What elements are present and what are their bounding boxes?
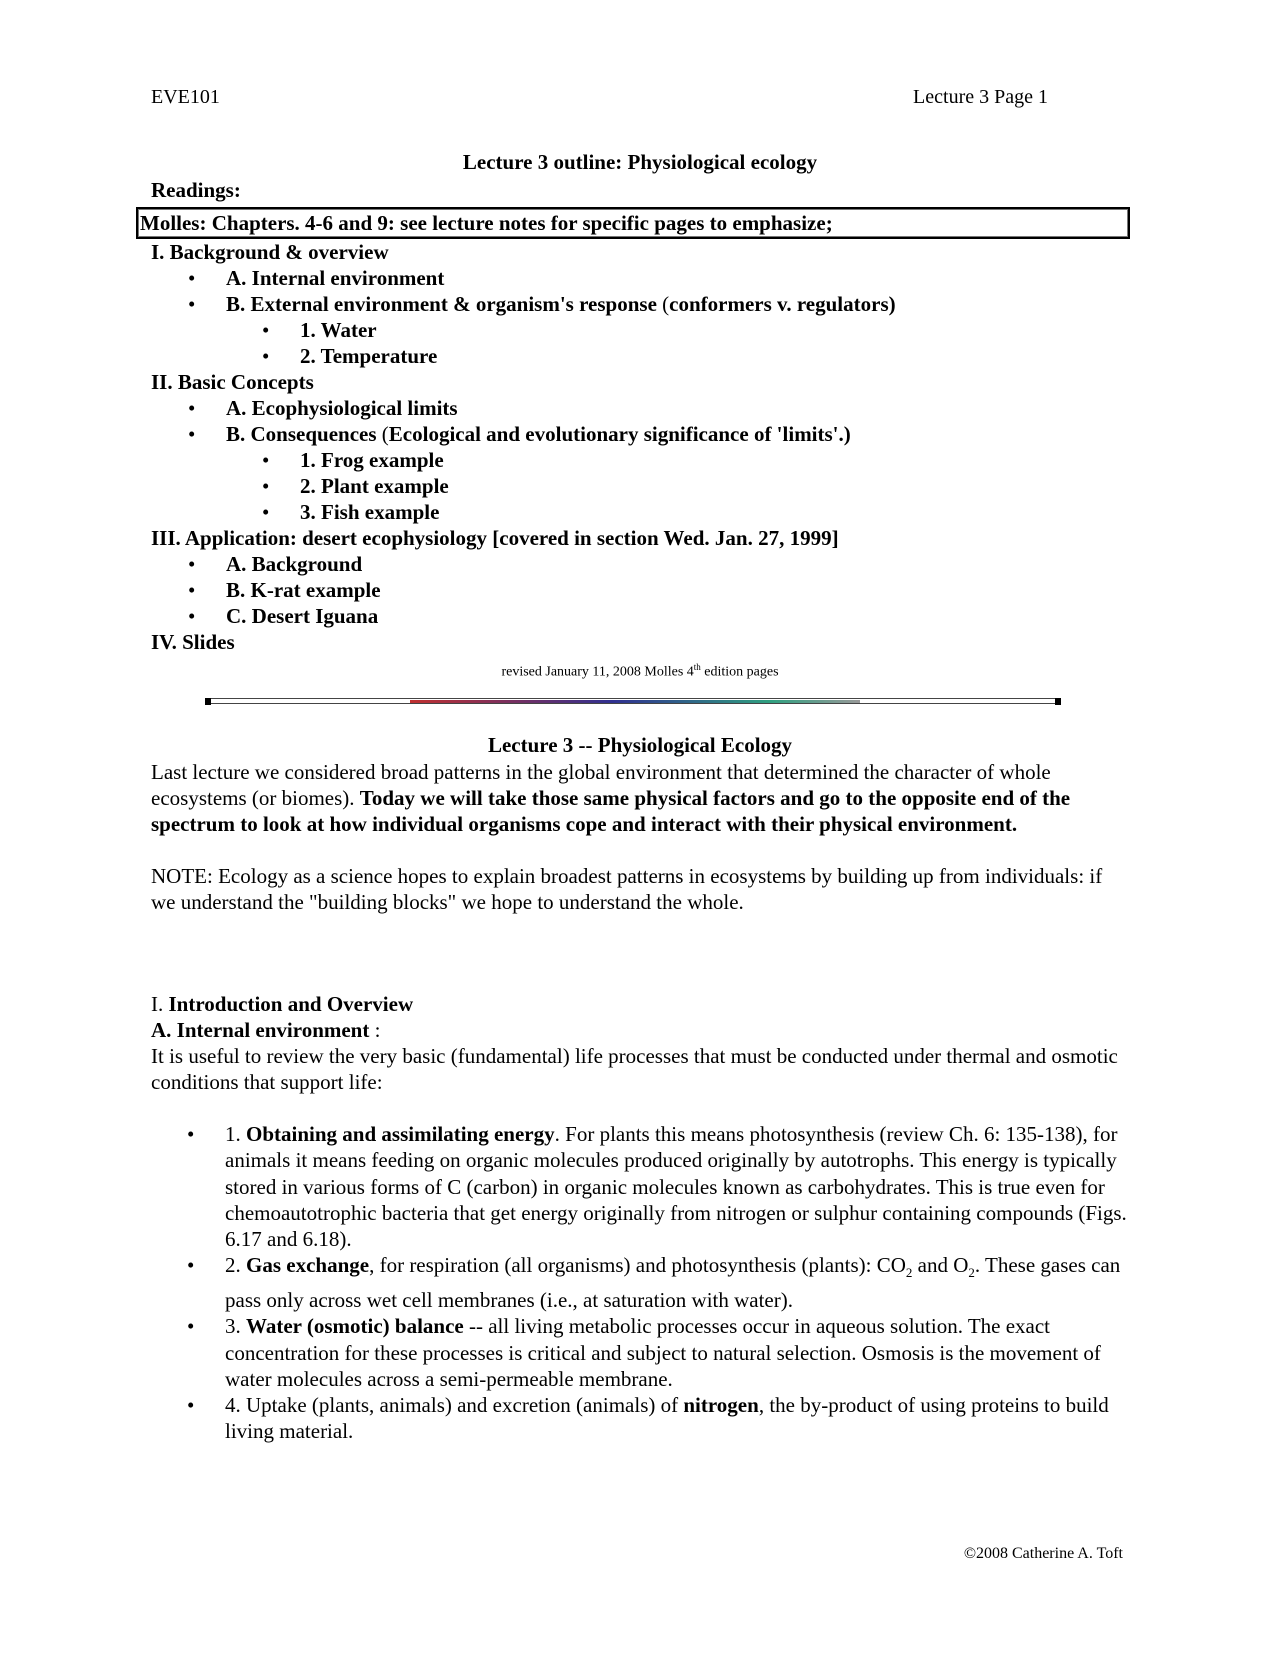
lecture-title: Lecture 3 -- Physiological Ecology	[487, 733, 793, 757]
outline-title: Lecture 3 outline: Physiological ecology	[462, 150, 818, 174]
outline-item: • B. K-rat example	[188, 578, 381, 602]
outline-item: IV. Slides	[151, 630, 235, 654]
list-item: • 1. Obtaining and assimilating energy. For plants this means photosynthesis (review Ch. 6: 135-138), for animals it means feeding on organic molecules produced originally by autotrophs. This energy is typically stored in various forms of C (carbon) in organic molecules known as carbohydrates. This is true even for chemoautotrophic bacteria that get energy originally from nitrogen or sulphur containing compounds (Figs. 6.17 and 6.18).	[187, 1122, 1127, 1252]
readings-box: Molles: Chapters. 4-6 and 9: see lecture notes for specific pages to emphasize;	[136, 207, 1130, 239]
section-heading: I. Introduction and Overview	[151, 992, 414, 1016]
list-item: • 4. Uptake (plants, animals) and excretion (animals) of nitrogen, the by-product of using proteins to build living material.	[187, 1393, 1109, 1444]
copyright: ©2008 Catherine A. Toft	[963, 1545, 1123, 1562]
section-divider	[205, 698, 1061, 704]
outline-item: • A. Ecophysiological limits	[188, 396, 458, 420]
outline-item: • B. External environment & organism's response (conformers v. regulators)	[188, 292, 896, 316]
list-item: • 3. Water (osmotic) balance -- all living metabolic processes occur in aqueous solution. The exact concentration for these processes is critical and subject to natural selection. Osmosis is the movement of water molecules across a semi-permeable membrane.	[187, 1314, 1101, 1391]
course-code: EVE101	[151, 86, 220, 108]
revised-note: revised January 11, 2008 Molles 4th edition pages	[501, 662, 779, 680]
outline-item: • C. Desert Iguana	[188, 604, 379, 628]
outline-item: I. Background & overview	[151, 240, 389, 264]
outline-item: • B. Consequences (Ecological and evolutionary significance of 'limits'.)	[188, 422, 851, 446]
page-label: Lecture 3 Page 1	[913, 86, 1048, 108]
outline-item: • A. Background	[188, 552, 363, 576]
outline-item: • 2. Temperature	[262, 344, 438, 368]
life-processes-list	[187, 1121, 1127, 1445]
note-paragraph: NOTE: Ecology as a science hopes to explain broadest patterns in ecosystems by building up from individuals: if we understand the "building blocks" we hope to understand the whole.	[151, 864, 1103, 914]
section-intro: It is useful to review the very basic (fundamental) life processes that must be conducted under thermal and osmotic conditions that support life:	[151, 1044, 1118, 1094]
list-item: • 2. Gas exchange, for respiration (all organisms) and photosynthesis (plants): $CO_2$ and $O_2$. These gases can pass only across wet cell membranes (i.e., at saturation with water).	[187, 1253, 1121, 1312]
outline-item: • A. Internal environment	[188, 266, 445, 290]
intro-paragraph: Last lecture we considered broad patterns in the global environment that determined the character of whole ecosystems (or biomes). Today we will take those same physical factors and go to the opposite end of the spectrum to look at how individual organisms cope and interact with their physical environment.	[151, 760, 1071, 836]
outline-item: • 1. Frog example	[262, 448, 444, 472]
readings-label: Readings:	[151, 178, 241, 202]
outline-item: • 2. Plant example	[262, 474, 449, 498]
outline-item: III. Application: desert ecophysiology [covered in section Wed. Jan. 27, 1999]	[151, 526, 839, 550]
outline-item: II. Basic Concepts	[151, 370, 314, 394]
subsection-heading: A. Internal environment :	[151, 1018, 381, 1042]
outline-item: • 3. Fish example	[262, 500, 440, 524]
outline-item: • 1. Water	[262, 318, 377, 342]
